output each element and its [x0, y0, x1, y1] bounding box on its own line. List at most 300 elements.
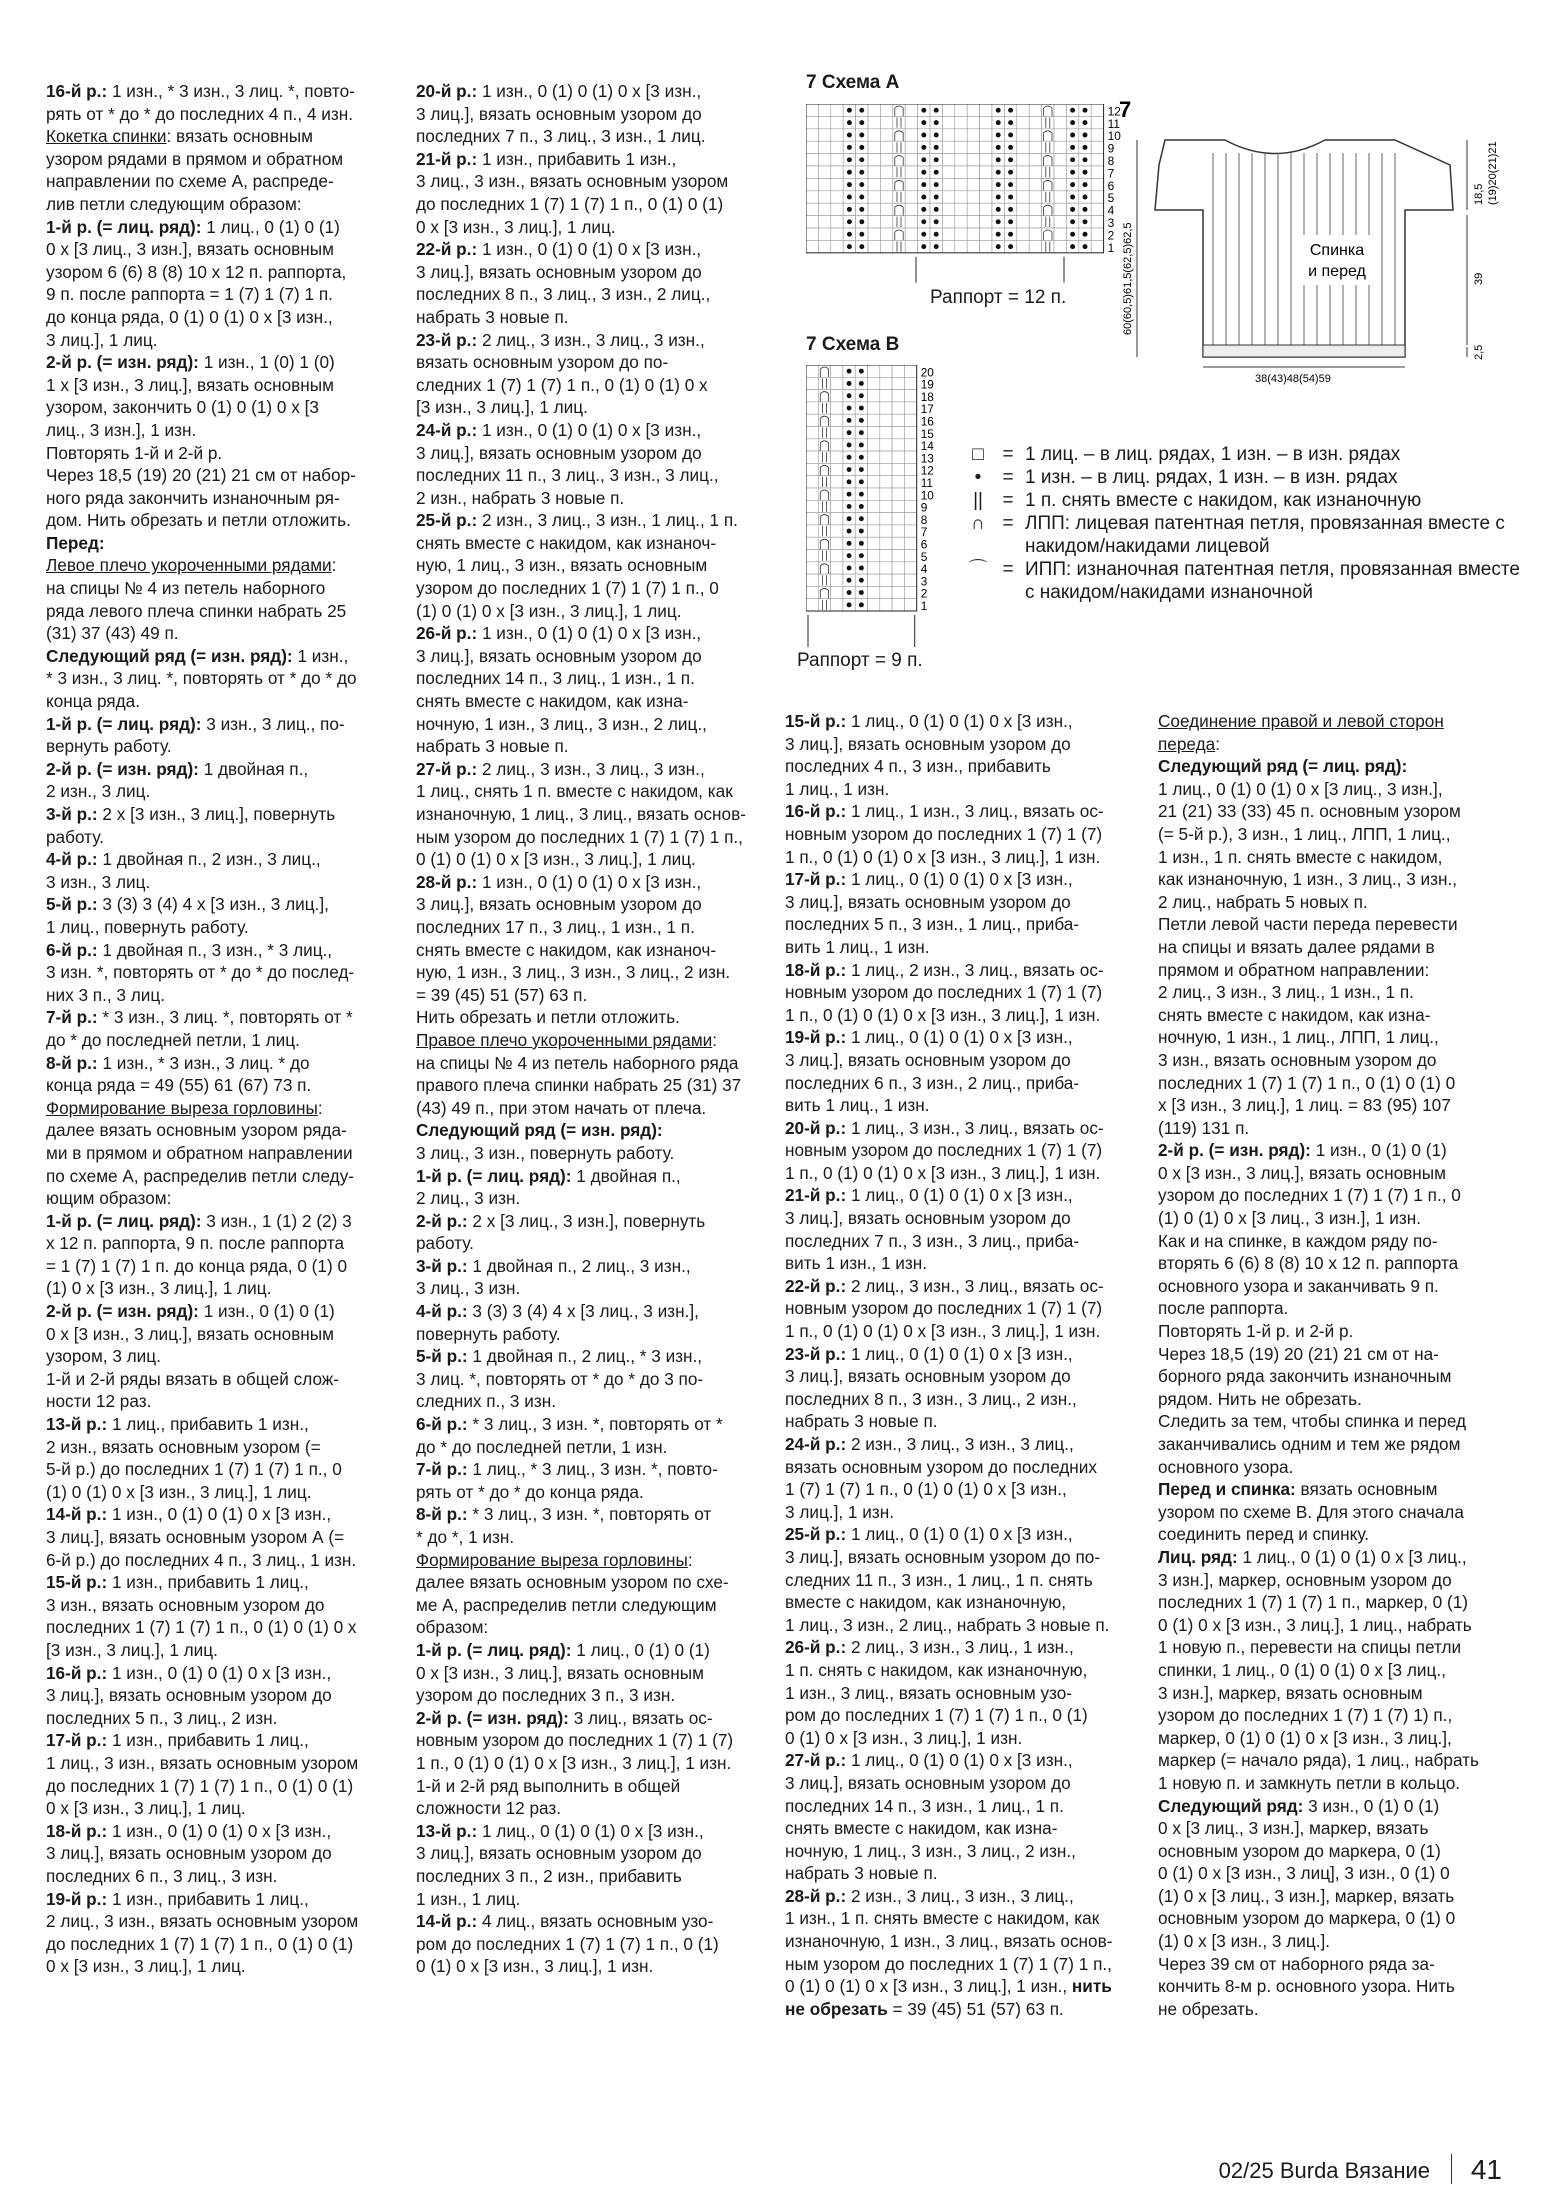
chart-cell: [880, 216, 892, 228]
text-run: 26-й р.:: [785, 1637, 851, 1658]
text-line: [785, 1478, 1130, 1501]
text-run: последних 14 п., 3 лиц., 1 изн., 1 п.: [416, 668, 695, 689]
purl-dot: [859, 467, 864, 472]
purl-dot: [921, 157, 926, 162]
chart-cell: [980, 203, 992, 215]
text-line: [1158, 1026, 1503, 1049]
text-line: [1158, 1840, 1503, 1863]
text-run: 3 изн., вязать основным узором до: [1158, 1049, 1437, 1070]
text-line: [1158, 1230, 1503, 1253]
text-run: 0 (1) 0 x [3 изн., 3 лиц], 3 изн., 0 (1) 0: [1158, 1863, 1450, 1884]
text-line: [416, 80, 760, 103]
text-run: узором, закончить 0 (1) 0 (1) 0 x [3: [46, 397, 319, 418]
sleeve-dim-label-2: (19)20(21)21: [1487, 141, 1499, 205]
text-line: [46, 1775, 388, 1798]
purl-dot: [859, 541, 864, 546]
chart-cell: [1042, 240, 1054, 252]
chart-cell: [892, 365, 904, 377]
text-run: 21-й р.:: [416, 148, 482, 169]
text-run: ющим образом:: [46, 1188, 172, 1209]
purl-dot: [1070, 145, 1075, 150]
text-line: [416, 713, 760, 736]
purl-dot: [847, 120, 852, 125]
purl-dot: [996, 244, 1001, 249]
chart-cell: [892, 390, 904, 402]
chart-cell: [1091, 178, 1103, 190]
rib-dim-label: 2,5: [1473, 344, 1485, 360]
scheme-b-title: 7 Схема В: [806, 334, 900, 355]
chart-cell: [868, 116, 880, 128]
text-run: 1 лиц., 0 (1) 0 (1) 0 x [3 изн.,: [850, 869, 1073, 890]
text-run: последних 8 п., 3 изн., 3 лиц., 2 изн.,: [785, 1388, 1077, 1409]
chart-cell: [831, 104, 843, 116]
text-run: 0 (1) 0 (1) 0 x [3 изн., 3 лиц.], 1 лиц.: [416, 849, 696, 870]
text-run: 28-й р.:: [785, 1885, 851, 1906]
text-run: узором 6 (6) 8 (8) 10 x 12 п. раппорта,: [46, 261, 347, 282]
legend-item: [965, 443, 1525, 466]
purl-dot: [859, 442, 864, 447]
purl-dot: [859, 381, 864, 386]
chart-cell: [818, 203, 830, 215]
text-line: [416, 1933, 760, 1956]
text-run: 2 лиц., 3 изн.: [416, 1188, 521, 1209]
text-line: [46, 1187, 388, 1210]
text-run: : вязать основным: [166, 126, 313, 147]
text-run: ным узором до последних 1 (7) 1 (7) 1 п.,: [416, 826, 743, 847]
chart-cell: [880, 550, 892, 562]
text-line: [46, 1142, 388, 1165]
purl-dot: [847, 565, 852, 570]
text-line: [416, 1368, 760, 1391]
text-run: 21 (21) 33 (33) 45 п. основным узором: [1158, 801, 1461, 822]
purl-dot: [847, 418, 852, 423]
text-line: [1158, 1727, 1503, 1750]
text-run: набрать 3 новые п.: [785, 1411, 938, 1432]
chart-cell: [880, 203, 892, 215]
chart-cell: [831, 154, 843, 166]
text-run: вторять 6 (6) 8 (8) 10 x 12 п. раппорта: [1158, 1253, 1459, 1274]
chart-cell: [980, 191, 992, 203]
scheme-a-repeat-label: Раппорт = 12 п.: [930, 287, 1067, 308]
text-run: изнаночную, 1 лиц., 3 лиц., вязать основ-: [416, 804, 746, 824]
text-line: [1158, 1456, 1503, 1479]
purl-dot: [847, 244, 852, 249]
purl-dot: [934, 170, 939, 175]
purl-dot: [859, 553, 864, 558]
purl-dot: [1070, 170, 1075, 175]
text-run: 6-й р.) до последних 4 п., 3 лиц., 1 изн.: [46, 1549, 357, 1570]
purl-dot: [1070, 133, 1075, 138]
text-line: [785, 733, 1130, 756]
row-number: 18: [920, 389, 934, 404]
text-run: 1 лиц., 0 (1) 0 (1): [206, 216, 340, 237]
text-column-2: [416, 80, 760, 1978]
chart-cell: [1029, 228, 1041, 240]
purl-dot: [996, 182, 1001, 187]
text-run: последних 7 п., 3 лиц., 3 изн., 1 лиц.: [416, 126, 706, 147]
text-column-1: [46, 80, 388, 1978]
text-line: [416, 1820, 760, 1843]
chart-cell: [967, 216, 979, 228]
text-run: 2 изн., 3 лиц.: [46, 781, 151, 802]
text-line: [1158, 1320, 1503, 1343]
purl-dot: [859, 195, 864, 200]
chart-cell: [942, 203, 954, 215]
text-line: [416, 1097, 760, 1120]
text-line: [46, 419, 388, 442]
text-line: [416, 848, 760, 871]
text-run: 1 двойная п.,: [203, 758, 309, 779]
text-run: на спицы № 4 из петель наборного ряда: [416, 1052, 739, 1073]
text-run: узором до последних 3 п., 3 изн.: [416, 1685, 676, 1706]
text-run: 1 новую п. и замкнуть петли в кольцо.: [1158, 1772, 1461, 1793]
text-line: [46, 667, 388, 690]
chart-cell: [1091, 228, 1103, 240]
text-line: [46, 1368, 388, 1391]
chart-cell: [868, 402, 880, 414]
text-line: [46, 871, 388, 894]
text-run: 17-й р.:: [46, 1730, 112, 1751]
text-line: [416, 1006, 760, 1029]
text-line: [785, 1320, 1130, 1343]
text-line: [46, 984, 388, 1007]
text-run: 1 лиц., 0 (1) 0 (1) 0 x [3 изн.,: [850, 1524, 1073, 1545]
text-run: 1 лиц., снять 1 п. вместе с накидом, как: [416, 781, 733, 802]
text-run: 23-й р.:: [785, 1343, 851, 1364]
chart-cell: [831, 414, 843, 426]
purl-dot: [847, 369, 852, 374]
text-line: [416, 1662, 760, 1685]
chart-cell: [880, 141, 892, 153]
text-run: 3 лиц.], вязать основным узором до: [785, 1772, 1071, 1793]
text-line: [1158, 1795, 1503, 1818]
chart-cell: [831, 525, 843, 537]
equals-sign: =: [1002, 490, 1014, 511]
text-line: [416, 1797, 760, 1820]
text-run: 23-й р.:: [416, 329, 482, 350]
text-line: [46, 374, 388, 397]
text-run: до последних 1 (7) 1 (7) 1 п., 0 (1) 0 (1): [46, 1933, 354, 1954]
chart-cell: [1029, 129, 1041, 141]
text-line: [416, 1707, 760, 1730]
chart-cell: [955, 116, 967, 128]
chart-cell: [868, 240, 880, 252]
text-line: [46, 961, 388, 984]
purl-dot: [934, 133, 939, 138]
purl-dot: [1008, 182, 1013, 187]
chart-cell: [904, 439, 916, 451]
chart-cell: [880, 451, 892, 463]
text-run: 28-й р.:: [416, 871, 482, 892]
chart-cell: [1091, 104, 1103, 116]
text-run: ности 12 раз.: [46, 1391, 152, 1412]
text-line: [785, 1591, 1130, 1614]
purl-dot: [847, 145, 852, 150]
chart-cell: [831, 129, 843, 141]
chart-cell: [980, 178, 992, 190]
purl-dot: [921, 207, 926, 212]
text-line: [46, 803, 388, 826]
text-run: набрать 3 новые п.: [416, 736, 569, 757]
text-line: [46, 1277, 388, 1300]
text-run: 3 лиц., 3 изн., повернуть работу.: [416, 1142, 675, 1163]
text-run: 19-й р.:: [785, 1027, 851, 1048]
text-run: Как и на спинке, в каждом ряду по-: [1158, 1230, 1438, 1251]
equals-sign: =: [1002, 513, 1014, 534]
purl-dot: [1070, 207, 1075, 212]
text-run: конца ряда.: [46, 691, 140, 712]
text-run: 4-й р.:: [46, 849, 103, 870]
text-run: направлении по схеме А, распреде-: [46, 171, 334, 192]
text-line: [46, 1571, 388, 1594]
text-run: 1 двойная п., 2 изн., 3 лиц.,: [102, 849, 321, 870]
text-run: 26-й р.:: [416, 623, 482, 644]
text-run: сложности 12 раз.: [416, 1798, 562, 1819]
scheme-a-chart: [806, 104, 1126, 314]
footer-separator: [1451, 2154, 1452, 2184]
chart-cell: [818, 191, 830, 203]
purl-dot: [859, 244, 864, 249]
chart-cell: [868, 427, 880, 439]
chart-cell: [1029, 166, 1041, 178]
chart-cell: [942, 116, 954, 128]
chart-cell: [1017, 228, 1029, 240]
text-run: узором, 3 лиц.: [46, 1346, 161, 1367]
chart-cell: [942, 216, 954, 228]
chart-cell: [831, 402, 843, 414]
text-run: рять от * до * до конца ряда.: [416, 1481, 644, 1502]
text-line: [1158, 1749, 1503, 1772]
text-line: [46, 916, 388, 939]
text-run: переда: [1158, 733, 1216, 754]
text-run: 1 изн., * 3 изн., 3 лиц. *, повто-: [111, 81, 355, 101]
purl-dot: [847, 219, 852, 224]
purl-dot: [1008, 170, 1013, 175]
text-run: :: [1215, 733, 1220, 754]
text-run: 0 x [3 изн., 3 лиц.], вязать основным: [416, 1662, 704, 1683]
purl-dot: [847, 492, 852, 497]
purl-dot: [934, 244, 939, 249]
chart-cell: [1029, 116, 1041, 128]
text-line: [46, 1820, 388, 1843]
text-line: [1158, 1433, 1503, 1456]
text-run: снять вместе с накидом, как изна-: [416, 691, 689, 712]
chart-cell: [868, 178, 880, 190]
chart-cell: [904, 414, 916, 426]
text-line: [46, 1842, 388, 1865]
purl-dot: [996, 195, 1001, 200]
purl-dot: [921, 133, 926, 138]
chart-cell: [893, 191, 905, 203]
text-run: снять вместе с накидом, как изнаноч-: [416, 939, 717, 960]
text-run: 0 (1) 0 x [3 изн., 3 лиц.], 1 лиц., набрать: [1158, 1614, 1472, 1635]
text-run: ночную, 1 лиц., 3 изн., 3 лиц., 2 изн.,: [785, 1840, 1076, 1861]
text-run: 1 лиц., 0 (1) 0 (1) 0 x [3 изн.,: [481, 1820, 704, 1841]
text-line: [1158, 1772, 1503, 1795]
chart-cell: [806, 216, 818, 228]
text-line: [416, 803, 760, 826]
text-line: [785, 1410, 1130, 1433]
text-run: (1) 0 (1) 0 x [3 изн., 3 лиц.], 1 лиц.: [46, 1481, 312, 1502]
chart-cell: [1017, 166, 1029, 178]
text-line: [46, 577, 388, 600]
text-run: 0 x [3 лиц., 3 изн.], маркер, вязать: [1158, 1818, 1429, 1839]
text-line: [785, 1117, 1130, 1140]
text-run: :: [712, 1029, 718, 1050]
chart-cell: [806, 129, 818, 141]
chart-cell: [1029, 203, 1041, 215]
garment-label-1: Спинка: [1309, 242, 1365, 259]
chart-cell: [904, 488, 916, 500]
text-run: 0 (1) 0 x [3 изн., 3 лиц.], 1 изн.: [416, 1956, 654, 1977]
purl-dot: [921, 170, 926, 175]
text-run: :: [331, 555, 337, 576]
text-line: [46, 1119, 388, 1142]
chart-cell: [1017, 191, 1029, 203]
text-run: Следующий ряд (= изн. ряд):: [46, 645, 298, 666]
text-line: [416, 329, 760, 352]
text-line: [785, 868, 1130, 891]
text-line: [785, 1275, 1130, 1298]
text-run: 1 изн.,: [297, 645, 349, 666]
text-line: [1158, 1930, 1503, 1953]
purl-dot: [859, 504, 864, 509]
legend-text: ИПП: изнаночная патентная петля, провязанная вместе с накидом/накидами изнаночной: [1025, 559, 1520, 603]
text-run: 3 изн., 3 лиц.: [46, 871, 151, 892]
text-line: [416, 1503, 760, 1526]
chart-cell: [880, 240, 892, 252]
text-line: [416, 1436, 760, 1459]
row-number: 3: [920, 574, 928, 589]
text-line: [46, 713, 388, 736]
chart-cell: [818, 116, 830, 128]
text-run: лив петли следующим образом:: [46, 193, 302, 214]
chart-cell: [967, 154, 979, 166]
text-run: 14-й р.:: [416, 1911, 482, 1932]
chart-cell: [868, 500, 880, 512]
chart-cell: [1017, 129, 1029, 141]
row-number: 2: [1107, 228, 1115, 243]
chart-cell: [904, 476, 916, 488]
text-line: [1158, 913, 1503, 936]
purl-dot: [921, 219, 926, 224]
text-line: [46, 1707, 388, 1730]
text-run: 1 изн., 0 (1) 0 (1) 0 x [3 изн.,: [111, 1504, 332, 1525]
page-number: 41: [1470, 2154, 1502, 2185]
chart-cell: [904, 599, 916, 611]
text-run: [3 изн., 3 лиц.], 1 лиц.: [416, 397, 588, 418]
purl-dot: [847, 232, 852, 237]
chart-cell: [880, 463, 892, 475]
text-line: [1158, 1682, 1503, 1705]
text-run: 1 лиц., 0 (1) 0 (1) 0 x [3 изн.,: [850, 1750, 1073, 1771]
text-line: [46, 645, 388, 668]
text-line: [785, 913, 1130, 936]
text-line: [416, 216, 760, 239]
text-line: [1158, 1094, 1503, 1117]
purl-dot: [859, 479, 864, 484]
chart-cell: [904, 390, 916, 402]
text-run: 1 лиц., 0 (1) 0 (1) 0 x [3 изн.,: [850, 1343, 1073, 1364]
text-run: 2 лиц., 3 изн., 3 лиц., 3 изн.,: [481, 329, 705, 350]
purl-dot: [859, 182, 864, 187]
text-line: [785, 891, 1130, 914]
chart-cell: [868, 525, 880, 537]
text-line: [46, 780, 388, 803]
chart-cell: [831, 586, 843, 598]
chart-cell: [806, 377, 818, 389]
purl-dot: [847, 516, 852, 521]
row-number: 2: [920, 586, 928, 601]
text-run: 7-й р.:: [416, 1459, 473, 1480]
text-line: [46, 1910, 388, 1933]
text-run: 1 п., 0 (1) 0 (1) 0 x [3 изн., 3 лиц.], 1 изн.: [785, 1004, 1101, 1025]
chart-cell: [1091, 203, 1103, 215]
purl-dot: [921, 244, 926, 249]
chart-cell: [892, 463, 904, 475]
text-run: 1 изн., 0 (1) 0 (1) 0 x [3 изн.,: [481, 81, 702, 101]
chart-cell: [942, 129, 954, 141]
text-run: 20-й р.:: [416, 81, 482, 101]
text-run: вить 1 лиц., 1 изн.: [785, 936, 930, 957]
text-run: 0 x [3 лиц., 3 изн.], вязать основным: [46, 239, 334, 260]
chart-cell: [806, 574, 818, 586]
text-run: ночную, 1 изн., 1 лиц., ЛПП, 1 лиц.,: [1158, 1027, 1439, 1048]
purl-dot: [1070, 232, 1075, 237]
chart-cell: [980, 240, 992, 252]
chart-cell: [831, 216, 843, 228]
chart-cell: [955, 154, 967, 166]
chart-cell: [904, 365, 916, 377]
chart-cell: [892, 525, 904, 537]
purl-dot: [1008, 219, 1013, 224]
text-line: [785, 778, 1130, 801]
text-line: [785, 1546, 1130, 1569]
text-line: [416, 283, 760, 306]
text-run: * 3 изн., 3 лиц. *, повторять от * до * до: [46, 668, 357, 689]
text-run: 2 x [3 лиц., 3 изн.], повернуть: [472, 1210, 706, 1231]
purl-dot: [847, 504, 852, 509]
purl-dot: [859, 529, 864, 534]
purl-dot: [1083, 232, 1088, 237]
text-run: 1-й р. (= лиц. ряд):: [416, 1639, 577, 1660]
text-run: Через 18,5 (19) 20 (21) 21 см от набор-: [46, 465, 356, 486]
chart-cell: [1029, 191, 1041, 203]
text-line: [785, 1907, 1130, 1930]
text-run: 1 изн., 0 (1) 0 (1) 0 x [3 изн.,: [481, 623, 702, 644]
purl-dot: [847, 529, 852, 534]
text-line: [46, 1074, 388, 1097]
chart-cell: [905, 166, 917, 178]
text-line: [46, 622, 388, 645]
text-line: [785, 1840, 1130, 1863]
text-run: 1 изн., 1 лиц.: [416, 1888, 521, 1909]
text-line: [416, 667, 760, 690]
text-line: [416, 351, 760, 374]
chart-cell: [967, 104, 979, 116]
text-line: [416, 374, 760, 397]
text-line: [785, 800, 1130, 823]
row-number: 19: [920, 377, 934, 392]
text-run: них 3 п., 3 лиц.: [46, 984, 166, 1005]
chart-cell: [1029, 216, 1041, 228]
text-run: 3 лиц.], вязать основным узором до: [416, 103, 702, 124]
text-line: [416, 622, 760, 645]
chart-cell: [868, 129, 880, 141]
text-run: Формирование выреза горловины: [416, 1549, 688, 1570]
chart-cell: [868, 439, 880, 451]
arch-dot-icon: ⌒: [968, 559, 988, 580]
